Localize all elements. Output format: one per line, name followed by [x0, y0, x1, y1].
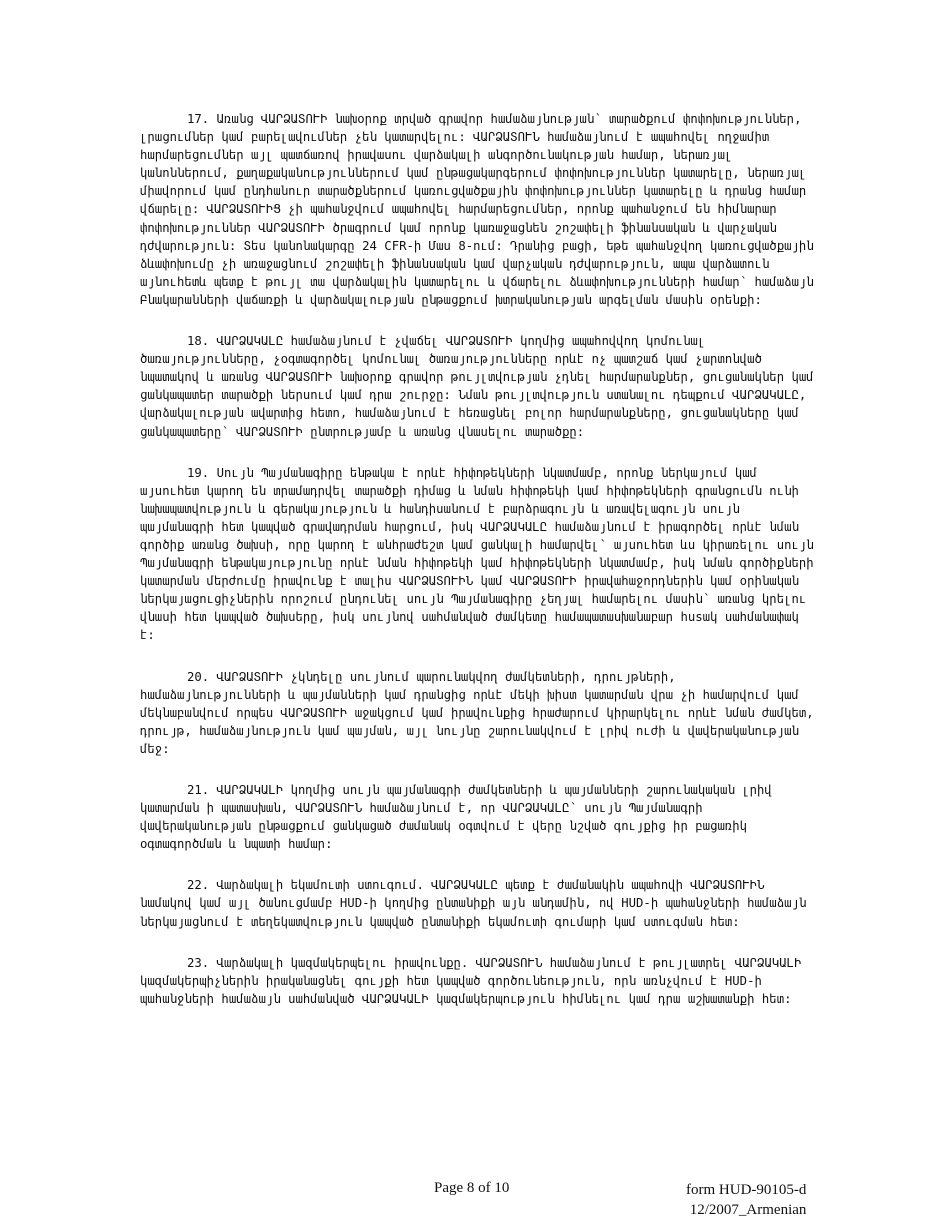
form-version: 12/2007_Armenian	[689, 1202, 807, 1218]
clause-19-paragraph: 19. Սույն Պայմանագիրը ենթակա է որևէ հիփոթեկների նկատմամբ, որոնք ներկայում կամ այսուհետ կարող են տրամադրվել տարածքի դիմաց և նման հիփոթեկի կամ հիփոթեկների գրանցումն ունի նախապատվություն և գերակայություն և հանդիսանում է բարձրագույն և առավելագույն սույն պայմանագրի հետ կապված գրավադրման հարցում, իսկ ՎԱՐՁԱԿԱԼԸ համաձայնում է իրագործել որևէ նման գործիք առանց ծախսի, որը կարող է անհրաժեշտ կամ ցանկալի համարվել՝ այսուհետ ևս կիրառելու սույն Պայմանագրի ենթակայությունը որևէ նման հիփոթեկի կամ հիփոթեկների նկատմամբ, իսկ նման գործիքների կատարման մերժումը իրավունք է տալիս ՎԱՐՁԱՏՈՒԻՆ կամ ՎԱՐՁԱՏՈՒԻ իրավահաջորդներին կամ օրինական ներկայացուցիչներին որոշում ընդունել սույն Պայմանագիրը չեղյալ համարելու մասին՝ առանց կրելու վնասի հետ կապված ծախսերը, իսկ սույնով սահմանված ժամկետը համապատասխանաբար husակ սահմանափակ է:	[140, 465, 814, 643]
document-body	[140, 110, 816, 1031]
clause-17-paragraph: 17. Առանց ՎԱՐՁԱՏՈՒԻ նախօրոք տրված գրավոր համաձայնության՝ տարածքում փոփոխություններ, լրացումներ կամ բարելավումներ չեն կատարվելու: ՎԱՐՁԱՏՈՒՆ համաձայնում է ապահովել ողջամիտ հարմարեցումներ այլ պատճառով իրավասու վարձակալի անգործունակության համար, ներառյալ կանոններում, քաղաքականություններում կամ ընթացակարգերում փոփոխություններ կատարելը, ներառյալ միավորում կամ ընդհանուր տարածքներում կառուցվածքային փոփոխություններ կատարելը և դրանց համար վճարելը: ՎԱՐՁԱՏՈՒԻՑ չի պահանջվում ապահովել հարմարեցումներ, որոնք պահանջում են հիմնարար փոփոխություններ ՎԱՐՁԱՏՈՒԻ ծրագրում կամ որոնք կառաջացնեն շոշափելի ֆինանսական և վարչական դժվարություն: Տես կանոնակարգը 24 CFR-ի Մաս 8-ում: Դրանից բացի, եթե պահանջվող կառուցվածքային ձևափոխումը չի առաջացնում շոշափելի ֆինանսական կամ վարչական դժվարություն, ապա վարձատուն այնուհետև պետք է թույլ տա վարձակալին կատարելու և վճարելու ձևափոխությունների համար՝ համաձայն Բնակարանների վաճառքի և վարձակալության ընթացքում խտրականության արգելման մասին օրենքի:	[140, 112, 814, 307]
clause-23-paragraph: 23. Վարձակալի կազմակերպելու իրավունքը. ՎԱՐՁԱՏՈՒՆ համաձայնում է թույլատրել ՎԱՐՁԱԿԱԼԻ կազմակերպիչներին իրականացնել գույքի հետ կապված գործունեություն, որն առնչվում է HUD-ի պահանջների համաձայն սահմանված ՎԱՐՁԱԿԱԼԻ կազմակերպություն հիմնելու կամ դրա աշխատանքի հետ:	[140, 955, 802, 1006]
page-number: Page 8 of 10	[434, 1180, 510, 1196]
clause-21-paragraph: 21. ՎԱՐՁԱԿԱԼԻ կողմից սույն պայմանագրի ժամկետների և պայմանների շարունակական լրիվ կատարման ի պատասխան, ՎԱՐՁԱՏՈՒՆ համաձայնում է, որ ՎԱՐՁԱԿԱԼԸ՝ սույն Պայմանագրի վավերականության ընթացքում ցանկացած ժամանակ օգտվում է վերը նշված գույքից իր բացառիկ օգտագործման և նպատի համար:	[140, 783, 772, 852]
clause-20-paragraph: 20. ՎԱՐՁԱՏՈՒԻ չկնդելը սույնում պարունակվող ժամկետների, դրույթների, համաձայնությունների և պայմանների կամ դրանցից որևէ մեկի խիստ կատարման վրա չի համարվում կամ մեկնաբանվում որպես ՎԱՐՁԱՏՈՒԻ աջակցում կամ իրավունքից հրաժարում կիրարկելու որևէ նման ժամկետ, դրույթ, համաձայնություն կամ պայման, այլ նույնը շարունակվում է լրիվ ուժի և վավերականության մեջ:	[140, 669, 814, 756]
form-identifier	[686, 1180, 806, 1220]
form-number: form HUD-90105-d	[686, 1182, 807, 1198]
clause-22-paragraph: 22. Վարձակալի եկամուտի ստուգում. ՎԱՐՁԱԿԱԼԸ պետք է ժամանակին ապահովի ՎԱՐՁԱՏՈՒԻՆ նամակով կամ այլ ծանուցմամբ HUD-ի կողմից ընտանիքի այն անդամին, ով HUD-ի պահանջների համաձայն ներկայացնում է տեղեկատվություն կապված ընտանիքի եկամուտի գումարի կամ ստուգման հետ:	[140, 878, 807, 929]
clause-18-paragraph: 18. ՎԱՐՁԱԿԱԼԸ համաձայնում է չվաճել ՎԱՐՁԱՏՈՒԻ կողմից ապահովվող կոմունալ ծառայությունները, չօգտագործել կոմունալ ծառայությունները որևէ ոչ պատշաճ կամ չարտոնված նպատակով և առանց ՎԱՐՁԱՏՈՒԻ նախօրոք գրավոր թույլտվության չդնել հարմարանքներ, ցուցանակներ կամ ցանկապատեր տարածքի ներսում կամ դրա շուրջը: Նման թույլտվություն ստանալու դեպքում ՎԱՐՁԱԿԱԼԸ, վարձակալության ավարտից հետո, համաձայնում է հեռացնել բոլոր հարմարանքները, ցուցանակները կամ ցանկապատերը՝ ՎԱՐՁԱՏՈՒԻ ընտրությամբ և առանց վնասելու տարածքը:	[140, 334, 814, 439]
